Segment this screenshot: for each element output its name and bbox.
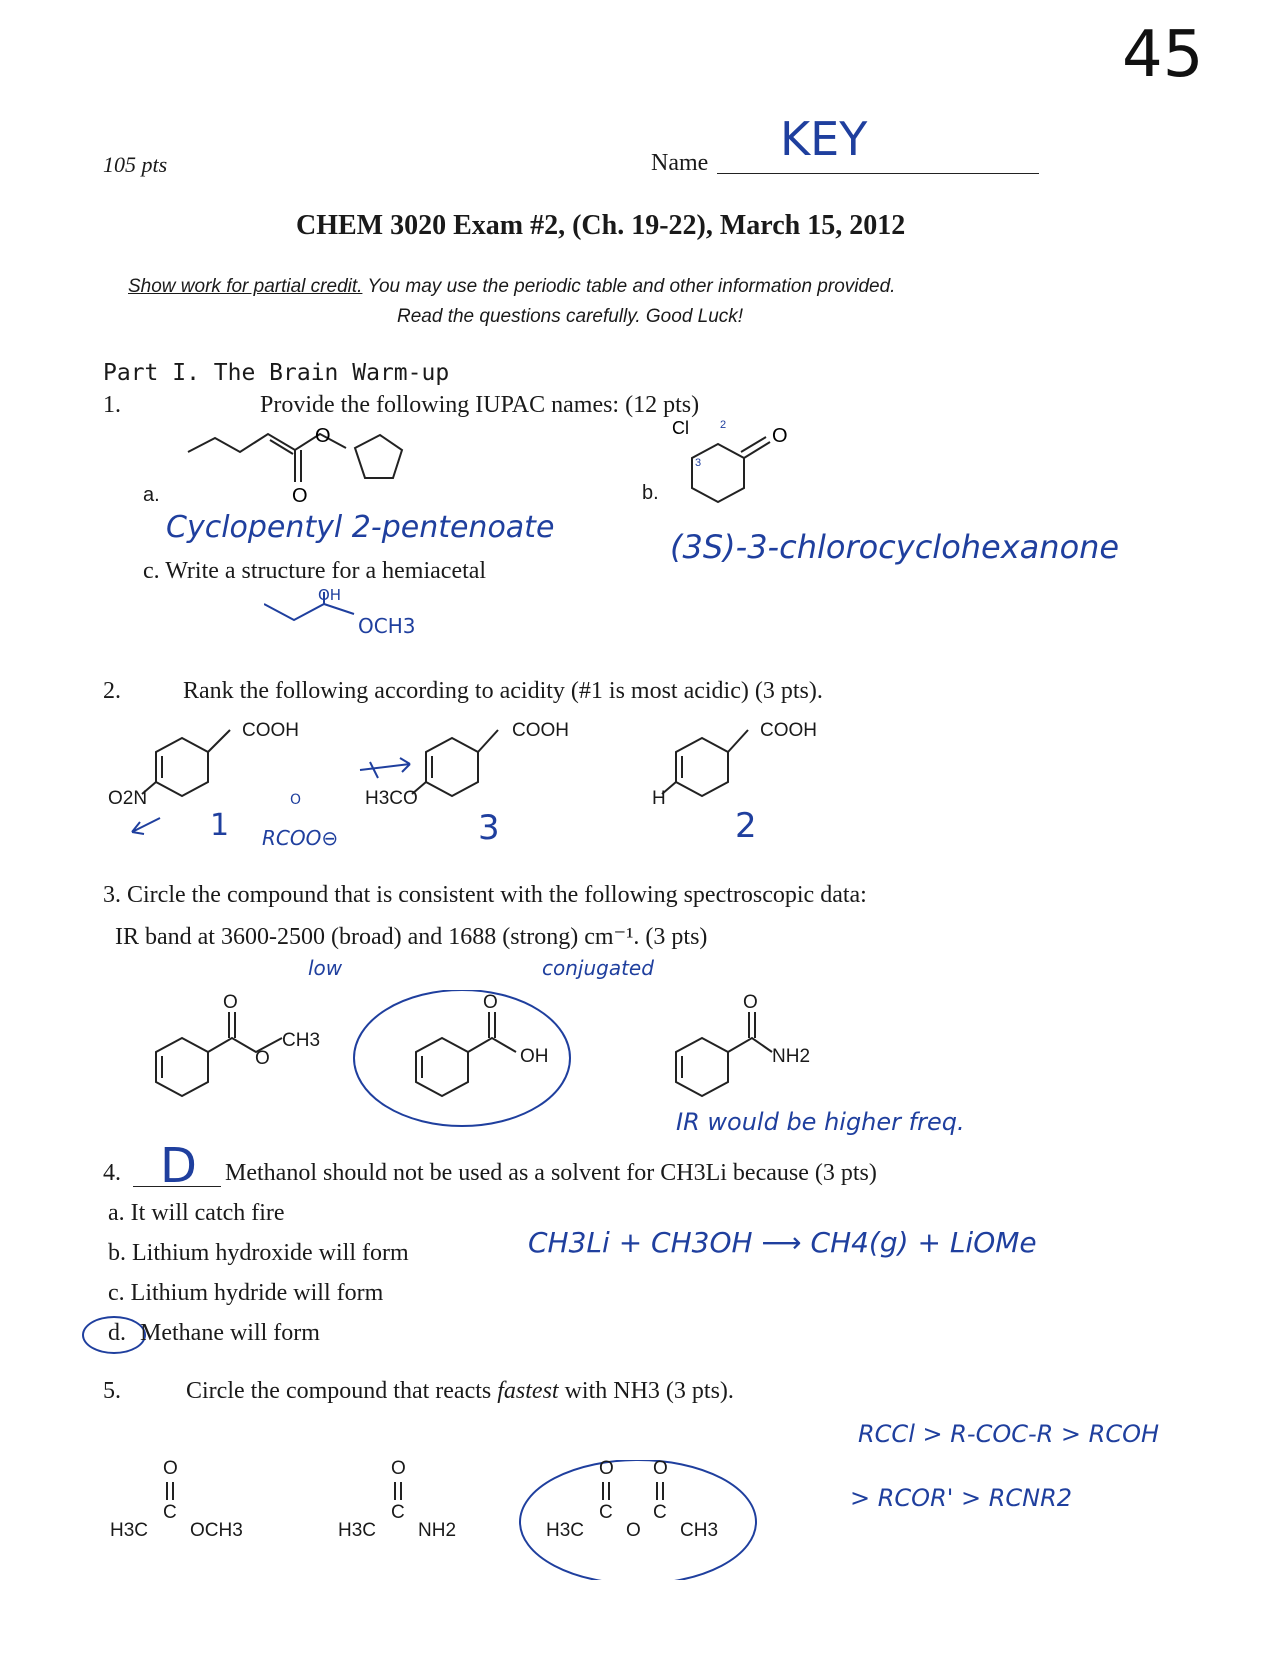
q1-prompt: Provide the following IUPAC names: (12 pts) bbox=[260, 392, 700, 418]
q1a-answer: Cyclopentyl 2-pentenoate bbox=[166, 510, 555, 545]
q4-option-b: b. Lithium hydroxide will form bbox=[108, 1240, 409, 1266]
q4-option-c: c. Lithium hydride will form bbox=[108, 1280, 384, 1306]
q5-prompt-pre: Circle the compound that reacts bbox=[186, 1378, 498, 1404]
q1-number: 1. bbox=[103, 392, 121, 418]
part1-title: Part I. The Brain Warm-up bbox=[103, 360, 450, 386]
q4-option-d-letter: d. bbox=[108, 1320, 126, 1346]
q5-c-1: C bbox=[163, 1502, 177, 1523]
q3-oh: OH bbox=[520, 1046, 549, 1067]
q5-o-3b: O bbox=[653, 1458, 668, 1479]
q1a-label: a. bbox=[143, 484, 160, 506]
q3-o-2: O bbox=[483, 992, 498, 1013]
q1b-label: b. bbox=[642, 482, 659, 504]
q2-sub-h: H bbox=[652, 788, 666, 809]
q4-prompt: Methanol should not be used as a solvent for CH3Li because (3 pts) bbox=[225, 1160, 877, 1186]
q5-c-2: C bbox=[391, 1502, 405, 1523]
q1a-o-ester: O bbox=[315, 425, 331, 447]
instructions-rest: You may use the periodic table and other information provided. bbox=[362, 276, 896, 297]
name-label: Name bbox=[651, 150, 709, 176]
q1b-num2: 2 bbox=[720, 419, 727, 431]
q1c-oh: OH bbox=[318, 586, 342, 604]
q1c-och3: OCH3 bbox=[358, 614, 416, 638]
q5-h3c-2: H3C bbox=[338, 1520, 377, 1541]
q4-number: 4. bbox=[103, 1160, 121, 1186]
q3-ch3: CH3 bbox=[282, 1030, 321, 1051]
instructions-line2: Read the questions carefully. Good Luck! bbox=[397, 306, 744, 327]
name-value: KEY bbox=[780, 112, 868, 166]
q2-cooh-1: COOH bbox=[242, 720, 299, 741]
q2-sub-o2n: O2N bbox=[108, 788, 148, 809]
q5-c-3b: C bbox=[653, 1502, 667, 1523]
q5-nh2: NH2 bbox=[418, 1520, 457, 1541]
q5-o-2: O bbox=[391, 1458, 406, 1479]
q1a-o-carbonyl: O bbox=[292, 485, 308, 507]
q3-prompt-line1: 3. Circle the compound that is consistent with the following spectroscopic data: bbox=[103, 882, 867, 908]
q5-prompt-italic: fastest bbox=[497, 1378, 559, 1404]
q3-nh2: NH2 bbox=[772, 1046, 811, 1067]
name-line bbox=[717, 173, 1039, 174]
q2-prompt: Rank the following according to acidity (#1 is most acidic) (3 pts). bbox=[183, 678, 823, 704]
q2-note-o: O bbox=[290, 792, 302, 808]
q3-note-low: low bbox=[308, 956, 343, 980]
points-total: 105 pts bbox=[103, 152, 168, 177]
q1b-answer: (3S)-3-chlorocyclohexanone bbox=[670, 528, 1120, 566]
q5-h3c-1: H3C bbox=[110, 1520, 149, 1541]
q2-sub-h3co: H3CO bbox=[365, 788, 418, 809]
q2-rank-2: 3 bbox=[478, 808, 500, 848]
q4-option-a: a. It will catch fire bbox=[108, 1200, 285, 1226]
q2-note: RCOO⊖ bbox=[262, 826, 339, 850]
q4-answer: D bbox=[160, 1138, 197, 1194]
q5-prompt-post: with NH3 (3 pts). bbox=[558, 1378, 734, 1404]
q5-c-3a: C bbox=[599, 1502, 613, 1523]
q1b-num3: 3 bbox=[695, 457, 702, 469]
q4-reaction: CH3Li + CH3OH ⟶ CH4(g) + LiOMe bbox=[528, 1226, 1037, 1259]
q1b-structure bbox=[640, 410, 830, 520]
q5-prompt bbox=[186, 1378, 734, 1405]
q2-rank-1: 1 bbox=[210, 808, 230, 843]
q5-o-3a: O bbox=[599, 1458, 614, 1479]
q5-ch3: CH3 bbox=[680, 1520, 719, 1541]
q1b-o: O bbox=[772, 425, 788, 447]
q5-och3: OCH3 bbox=[190, 1520, 243, 1541]
instructions-line1 bbox=[128, 276, 895, 298]
q3-o-3: O bbox=[743, 992, 758, 1013]
q5-o-1: O bbox=[163, 1458, 178, 1479]
q2-rank-3: 2 bbox=[735, 806, 757, 846]
q5-reactivity-line1: RCCl > R-COC-R > RCOH bbox=[858, 1420, 1160, 1448]
q5-o-bridge: O bbox=[626, 1520, 641, 1541]
q5-reactivity-line2: > RCOR' > RCNR2 bbox=[850, 1484, 1073, 1512]
q3-prompt-line2: IR band at 3600-2500 (broad) and 1688 (strong) cm⁻¹. (3 pts) bbox=[115, 924, 708, 950]
q2-arrows bbox=[130, 750, 430, 840]
q3-o-ester: O bbox=[255, 1048, 270, 1069]
q3-o-1: O bbox=[223, 992, 238, 1013]
instructions-underlined: Show work for partial credit. bbox=[128, 276, 363, 297]
q5-number: 5. bbox=[103, 1378, 121, 1404]
q1b-cl: Cl bbox=[672, 418, 689, 438]
q3-note-conjugated: conjugated bbox=[542, 956, 654, 980]
page-number: 45 bbox=[1122, 18, 1204, 92]
exam-title: CHEM 3020 Exam #2, (Ch. 19-22), March 15, 2012 bbox=[296, 210, 906, 241]
q5-h3c-3: H3C bbox=[546, 1520, 585, 1541]
q3-note-ir: IR would be higher freq. bbox=[676, 1108, 965, 1136]
q2-number: 2. bbox=[103, 678, 121, 704]
q4-option-d-circle bbox=[82, 1316, 146, 1354]
q2-cooh-2: COOH bbox=[512, 720, 569, 741]
q2-cooh-3: COOH bbox=[760, 720, 817, 741]
q4-option-d-text: Methane will form bbox=[140, 1320, 320, 1346]
q1c-prompt: c. Write a structure for a hemiacetal bbox=[143, 558, 487, 584]
